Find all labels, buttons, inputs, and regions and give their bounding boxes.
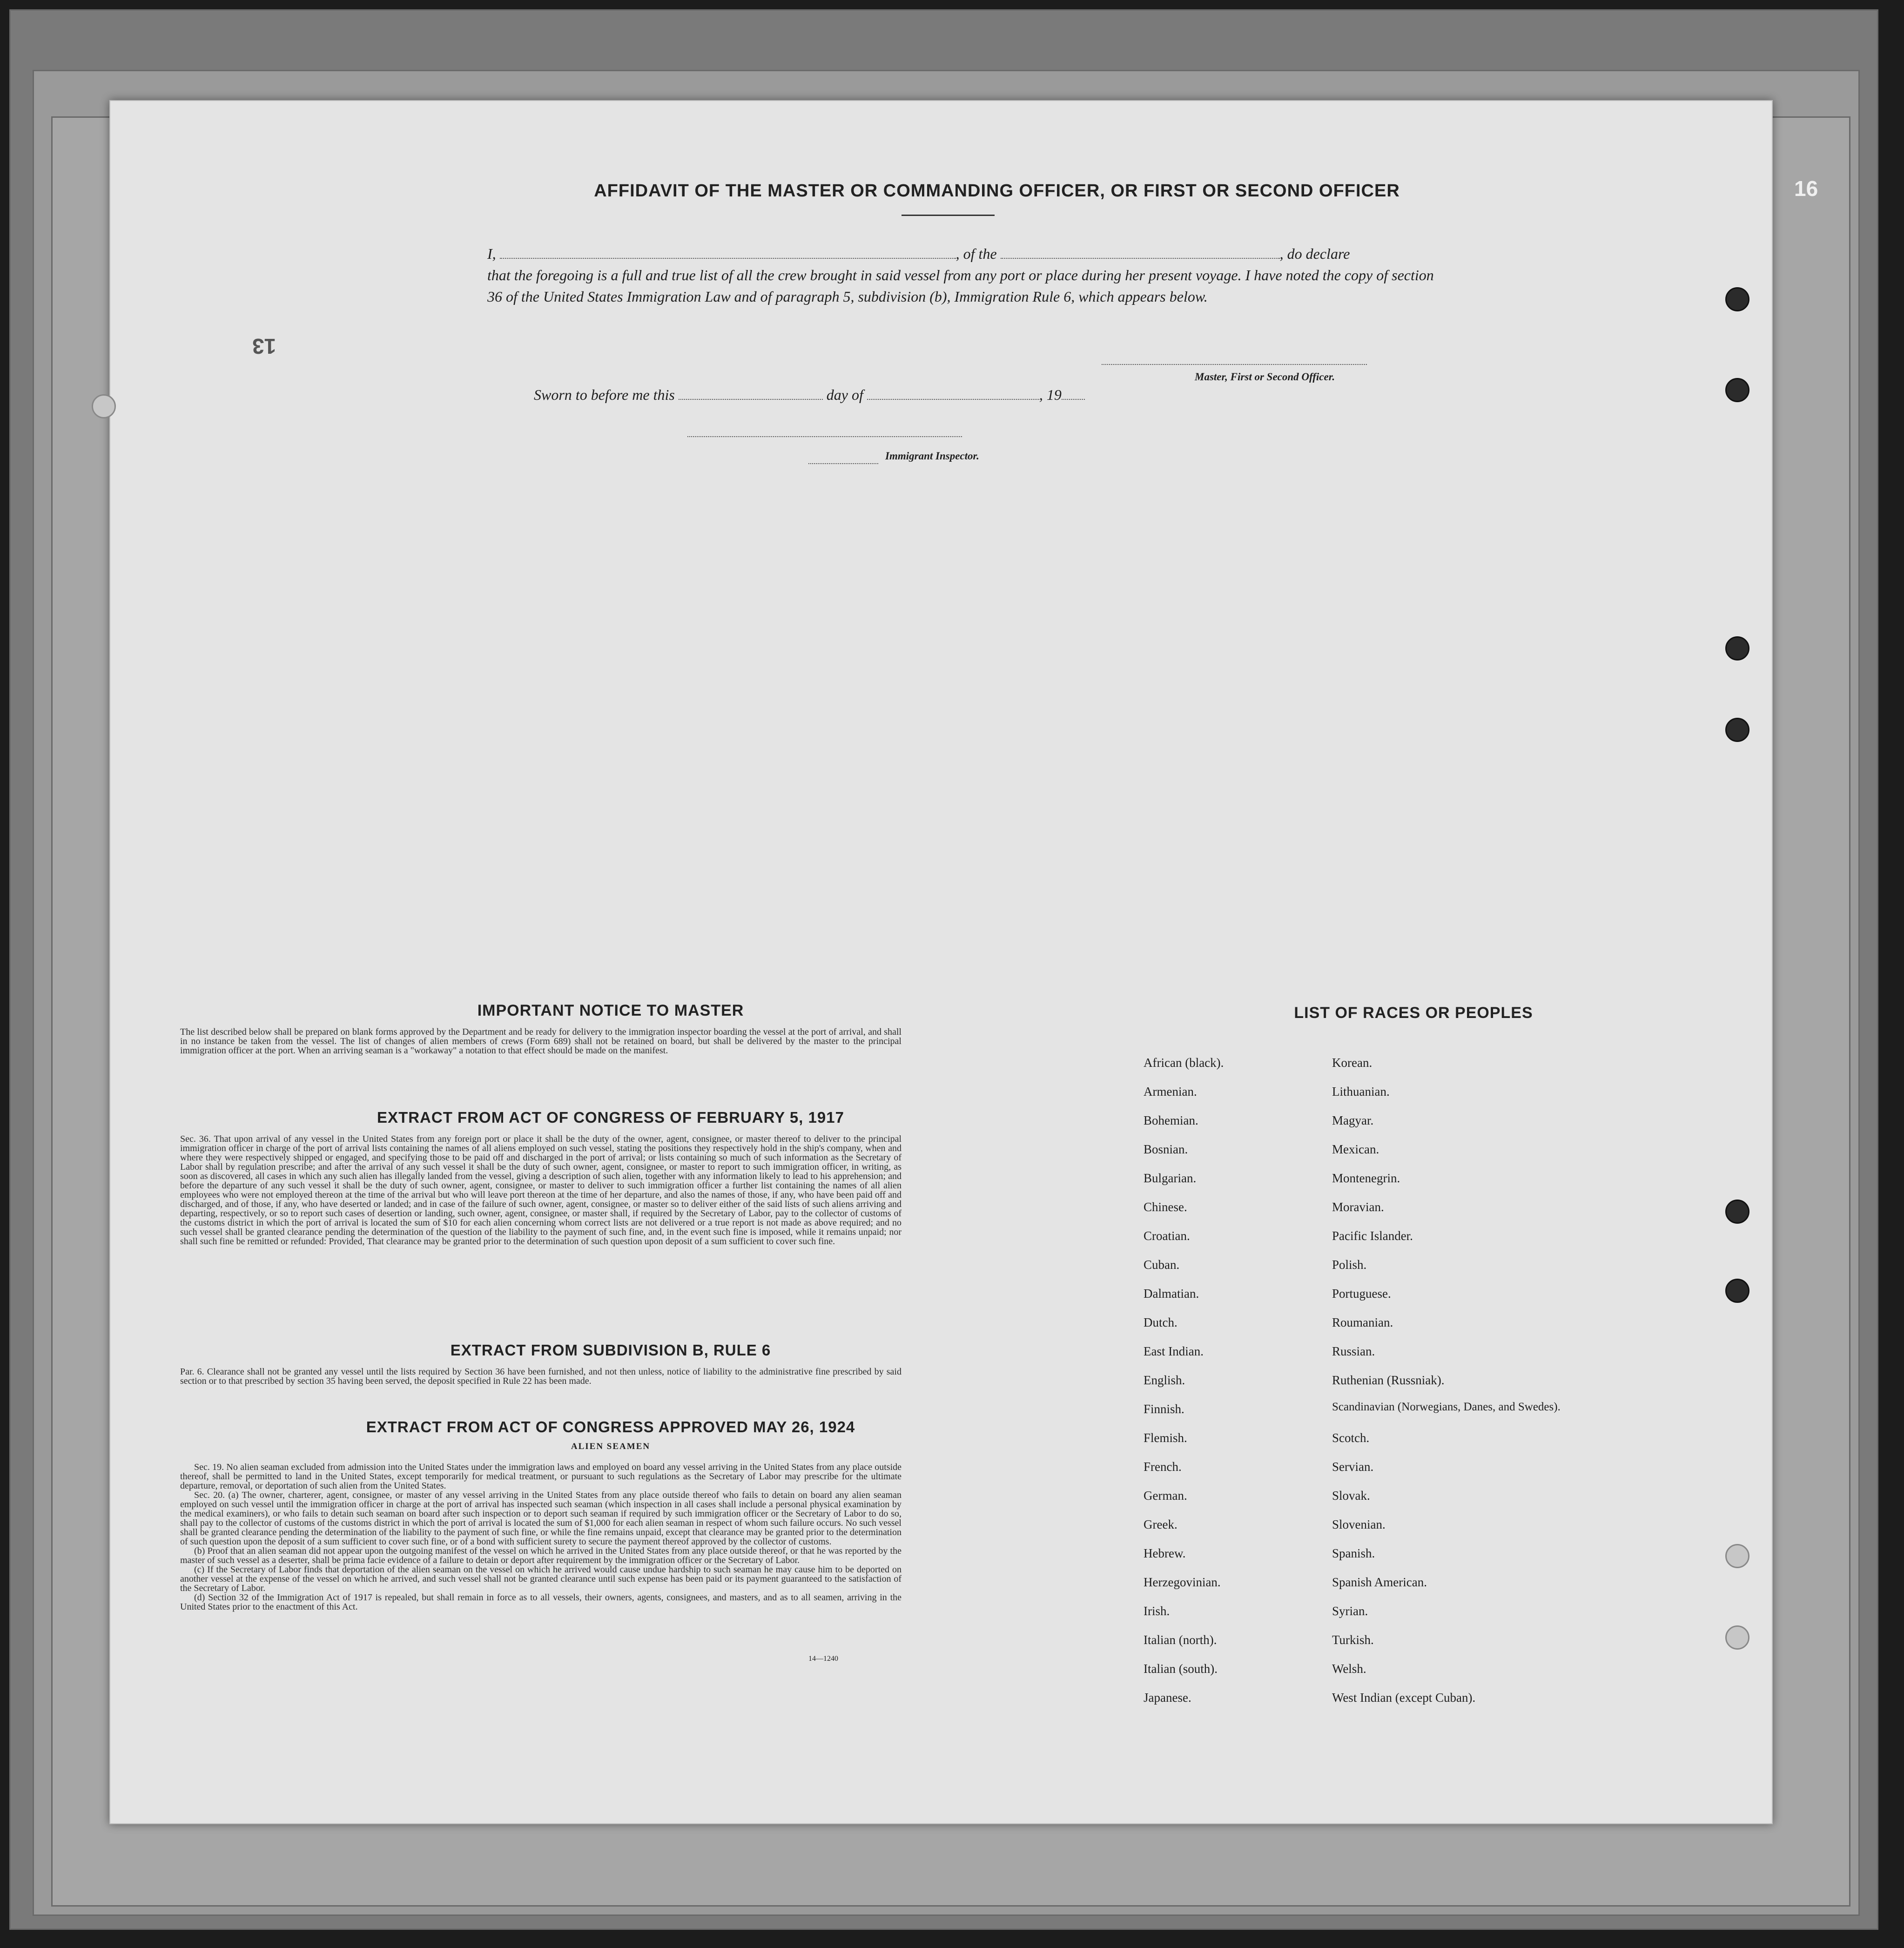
extract-paragraph: Sec. 20. (a) The owner, charterer, agent, consignee, or master of any vessel arriving in the United States from any place outside thereof who fails to detain on board any alien seaman employed on such vessel until the immigration officer in charge at the port of arrival has inspected such seaman (which inspection in all cases shall include a personal physical examination by the medical examiners), or who fails to detain such seaman on board after such inspection or to deport such seaman if required by such immigration officer or the Secretary of Labor to do so, shall pay to the collector of customs of the customs district in which the port of arrival is located the sum of $1,000 for each alien seaman in respect of whom such failure occurs. No such vessel shall be granted clearance pending the determination of the liability to the payment of such fine, or while the fine remains unpaid, except that clearance may be granted prior to the determination of such question upon the deposit of a sum sufficient to cover such fine, or of a bond with sufficient surety to secure the payment thereof approved by the collector of customs. <box>180 1490 902 1547</box>
sworn-day-field[interactable] <box>679 386 823 400</box>
sworn-month-field[interactable] <box>867 386 1039 400</box>
master-signature-label: Master, First or Second Officer. <box>1195 371 1335 383</box>
race-item: Ruthenian (Russniak). <box>1332 1373 1445 1387</box>
year-prefix: , 19 <box>1039 386 1062 403</box>
race-item: Herzegovinian. <box>1144 1575 1221 1589</box>
race-item: Hebrew. <box>1144 1546 1186 1560</box>
binder-hole <box>92 394 116 418</box>
extract-rule6-title: EXTRACT FROM SUBDIVISION B, RULE 6 <box>450 1341 771 1359</box>
sworn-prefix: Sworn to before me this <box>534 386 675 403</box>
race-item: Dalmatian. <box>1144 1287 1199 1301</box>
race-item: Bosnian. <box>1144 1142 1188 1156</box>
race-item: German. <box>1144 1489 1187 1503</box>
extract-paragraph: (c) If the Secretary of Labor finds that deportation of the alien seaman on the vessel on which he arrived would cause undue hardship to such seaman he may cause him to be deported on another vessel at the expense of the vessel on which he arrived, and such vessel shall not be granted clearance until such expense has been paid or its payment guaranteed to the satisfaction of the Secretary of Labor. <box>180 1564 902 1593</box>
extract-rule6-text: Par. 6. Clearance shall not be granted any vessel until the lists required by Section 36 have been furnished, and not then unless, notice of liability to the administrative fine prescribed by said section or to that prescribed by section 35 having been served, the deposit specified in Rule 22 has been made. <box>180 1367 902 1386</box>
race-item: Slovak. <box>1332 1489 1370 1503</box>
race-item: Finnish. <box>1144 1402 1184 1416</box>
race-item: East Indian. <box>1144 1344 1204 1358</box>
extract-1917-text: Sec. 36. That upon arrival of any vessel in the United States from any foreign port or place it shall be the duty of the owner, agent, consignee, or master thereof to deliver to the principal immigration officer in charge of the port of arrival lists containing the names of all aliens employed on such vessel, stating the positions they respectively hold in the ship's company, when and where they were respectively shipped or engaged, and specifying those to be paid off and discharged in the port of arrival; or lists containing so much of such information as the Secretary of Labor shall by regulation prescribe; and after the arrival of any such vessel it shall be the duty of such owner, agent, consignee, or master to report to such immigration officer, in writing, as soon as discovered, all cases in which any such alien has illegally landed from the vessel, giving a description of such alien, together with any information likely to lead to his apprehension; and before the departure of any such vessel it shall be the duty of such owner, agent, consignee, or master to deliver to such immigration officer a further list containing the names of all alien employees who were not employed thereon at the time of the arrival but who will leave port thereon at the time of her departure, and also the names of those, if any, who have been paid off and discharged, and of those, if any, who have deserted or landed; and in case of the failure of such owner, agent, consignee, or master so to deliver either of the said lists of such aliens arriving and departing, respectively, or so to report such cases of desertion or landing, such owner, agent, consignee, or master shall, if required by the Secretary of Labor, pay to the collector of customs of the customs district in which the port of arrival is located the sum of $10 for each alien concerning whom correct lists are not delivered or a true report is not made as above required; and no such vessel shall be granted clearance pending the determination of the question of the liability to the payment of such fine, and, in the event such fine is imposed, while it remains unpaid; nor shall such fine be remitted or refunded: Provided, That clearance may be granted prior to the determination of such question upon deposit of a sum sufficient to cover such fine. <box>180 1134 902 1247</box>
binder-hole <box>1725 1200 1749 1224</box>
extract-1924-text <box>180 1463 902 1611</box>
race-item: Polish. <box>1332 1258 1367 1272</box>
extract-paragraph: (d) Section 32 of the Immigration Act of 1917 is repealed, but shall remain in force as to all vessels, their owners, agents, consignees, and masters, and as to all seamen, arriving in the United States prior to the enactment of this Act. <box>180 1592 902 1612</box>
extract-1924-title: EXTRACT FROM ACT OF CONGRESS APPROVED MAY 26, 1924 <box>366 1418 855 1436</box>
race-item: Roumanian. <box>1332 1315 1393 1329</box>
inspector-signature-label: Immigrant Inspector. <box>885 450 979 462</box>
page-side-mark: 13 <box>252 334 276 358</box>
affidavit-statement: that the foregoing is a full and true list of all the crew brought in said vessel from any port or place during her present voyage. I have noted the copy of section 36 of the United States Immigration Law and of paragraph 5, subdivision (b), Immigration Rule 6, which appears below. <box>487 267 1434 305</box>
race-item: Irish. <box>1144 1604 1170 1618</box>
sworn-line <box>534 386 1185 404</box>
declaration-line <box>487 243 1441 264</box>
race-item: Mexican. <box>1332 1142 1379 1156</box>
inspector-signature-line[interactable] <box>687 436 962 437</box>
race-item: West Indian (except Cuban). <box>1332 1691 1476 1705</box>
do-declare-label: , do declare <box>1279 245 1350 262</box>
alien-seamen-subtitle: ALIEN SEAMEN <box>571 1442 651 1451</box>
vessel-name-field[interactable] <box>1001 245 1280 259</box>
master-signature-line[interactable] <box>1102 364 1367 365</box>
binder-hole <box>1725 287 1749 311</box>
race-item: Italian (south). <box>1144 1662 1218 1676</box>
race-item: Greek. <box>1144 1517 1177 1531</box>
day-of-label: day of <box>826 386 863 403</box>
inspector-signature-lead <box>808 463 878 464</box>
race-item: Slovenian. <box>1332 1517 1386 1531</box>
race-item: Welsh. <box>1332 1662 1366 1676</box>
affidavit-page <box>109 100 1773 1824</box>
race-item: English. <box>1144 1373 1185 1387</box>
page-number: 16 <box>1794 176 1818 201</box>
title-rule <box>902 215 995 216</box>
race-item: Armenian. <box>1144 1085 1197 1099</box>
race-item: Cuban. <box>1144 1258 1180 1272</box>
binder-hole <box>1725 1625 1749 1650</box>
race-item: Montenegrin. <box>1332 1171 1400 1185</box>
binder-hole <box>1725 378 1749 402</box>
race-item: Syrian. <box>1332 1604 1368 1618</box>
extract-1917-title: EXTRACT FROM ACT OF CONGRESS OF FEBRUARY 5, 1917 <box>377 1109 844 1126</box>
race-item: Servian. <box>1332 1460 1374 1474</box>
binder-hole <box>1725 1279 1749 1303</box>
i-label: I, <box>487 245 496 262</box>
race-item: Dutch. <box>1144 1315 1177 1329</box>
race-item: Moravian. <box>1332 1200 1384 1214</box>
race-item: Japanese. <box>1144 1691 1191 1705</box>
race-item: Russian. <box>1332 1344 1375 1358</box>
extract-paragraph: (b) Proof that an alien seaman did not appear upon the outgoing manifest of the vessel on which he arrived in the United States from any place outside thereof, or that he was reported by the master of such vessel as a deserter, shall be prima facie evidence of a failure to detain or deport after requirement by the immigration officer or the Secretary of Labor. <box>180 1546 902 1565</box>
race-item: Pacific Islander. <box>1332 1229 1413 1243</box>
race-item: Chinese. <box>1144 1200 1187 1214</box>
race-item: Flemish. <box>1144 1431 1187 1445</box>
form-code: 14—1240 <box>808 1655 838 1663</box>
race-item: African (black). <box>1144 1056 1224 1070</box>
notice-text: The list described below shall be prepared on blank forms approved by the Department and be ready for delivery to the immigration inspector boarding the vessel at the port of arrival, and shall in no instance be taken from the vessel. The list of changes of alien members of crews (Form 689) shall not be retained on board, but shall be delivered by the master to the principal immigration officer at the port. When an arriving seaman is a "workaway" a notation to that effect should be made on the manifest. <box>180 1027 902 1056</box>
race-item: Scotch. <box>1332 1431 1370 1445</box>
race-item: Scandinavian (Norwegians, Danes, and Swedes). <box>1332 1401 1561 1413</box>
race-item: Italian (north). <box>1144 1633 1217 1647</box>
race-item: Spanish American. <box>1332 1575 1427 1589</box>
race-item: Turkish. <box>1332 1633 1374 1647</box>
race-item: Korean. <box>1332 1056 1372 1070</box>
races-right-column <box>1332 1055 1574 1719</box>
race-item: Bulgarian. <box>1144 1171 1197 1185</box>
extract-paragraph: Sec. 19. No alien seaman excluded from admission into the United States under the immigration laws and employed on board any vessel arriving in the United States from any place outside thereof, shall be permitted to land in the United States, except temporarily for medical treatment, or pursuant to such regulations as the Secretary of Labor may prescribe for the ultimate departure, removal, or deportation of such alien from the United States. <box>180 1462 902 1491</box>
affidavit-title: AFFIDAVIT OF THE MASTER OR COMMANDING OFFICER, OR FIRST OR SECOND OFFICER <box>594 181 1400 201</box>
binder-hole <box>1725 636 1749 661</box>
race-item: Croatian. <box>1144 1229 1190 1243</box>
race-item: Portuguese. <box>1332 1287 1391 1301</box>
sworn-year-field[interactable] <box>1062 386 1085 400</box>
affidavit-body <box>487 243 1441 307</box>
race-item: Bohemian. <box>1144 1113 1198 1127</box>
of-the-label: , of the <box>955 245 997 262</box>
race-item: Magyar. <box>1332 1113 1374 1127</box>
binder-hole <box>1725 1544 1749 1568</box>
races-title: LIST OF RACES OR PEOPLES <box>1294 1004 1533 1022</box>
officer-name-field[interactable] <box>500 245 956 259</box>
races-left-column <box>1144 1055 1330 1719</box>
race-item: Spanish. <box>1332 1546 1375 1560</box>
binder-hole <box>1725 718 1749 742</box>
notice-title: IMPORTANT NOTICE TO MASTER <box>477 1002 744 1019</box>
race-item: French. <box>1144 1460 1182 1474</box>
race-item: Lithuanian. <box>1332 1085 1390 1099</box>
